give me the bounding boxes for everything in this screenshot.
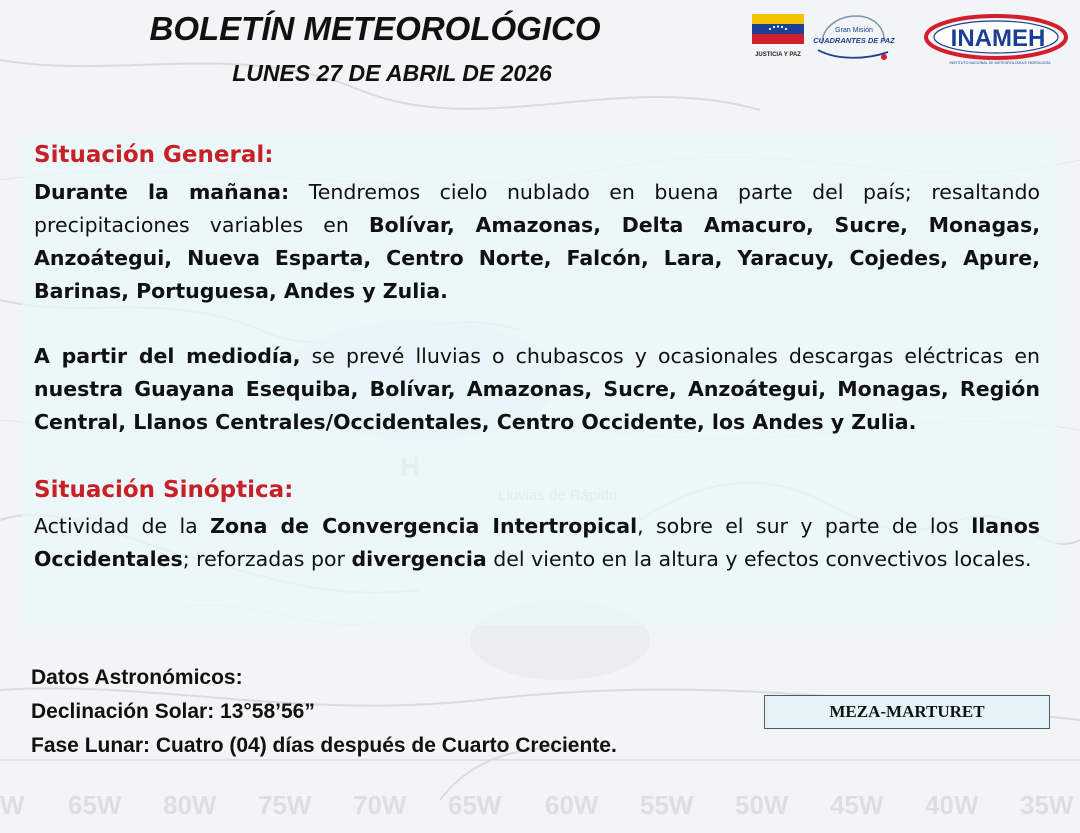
text-segment: del viento en la altura y efectos convectivos locales. [486,547,1032,571]
longitude-label: 50W [735,790,789,820]
longitude-label: 75W [258,790,312,820]
bulletin-title: BOLETÍN METEOROLÓGICO [149,10,601,47]
bulletin-date: LUNES 27 DE ABRIL DE 2026 [232,60,552,86]
bold-text-segment: divergencia [351,547,487,571]
astronomy-heading: Datos Astronómicos: [31,666,243,689]
mision-line1: Gran Misión [835,27,873,34]
bold-text-segment: llanos Occidentales [34,514,1040,571]
situacion-general-heading: Situación General: [34,142,274,168]
text-segment: , sobre el sur y parte de los [637,514,972,538]
longitude-label: 40W [925,790,979,820]
mision-line2: CUADRANTES DE PAZ [813,36,895,45]
inameh-name: INAMEH [950,25,1046,52]
text-segment: Actividad de la [34,514,211,538]
bold-text-segment: nuestra Guayana Esequiba, Bolívar, Amazonas, Sucre, Anzoátegui, Monagas, Región Central, Llanos Centrales/Occidentales, Centro Occidente, los Andes y Zulia. [34,377,1040,434]
bold-text-segment: A partir del mediodía, [34,344,301,368]
flag-caption: JUSTICIA Y PAZ [755,52,801,58]
longitude-label: 70W [353,790,407,820]
moon-phase: Fase Lunar: Cuatro (04) días después de Cuarto Creciente. [31,734,617,757]
situacion-sinoptica-paragraph [34,510,1040,576]
text-segment: ; reforzadas por [182,547,352,571]
cuadrantes-de-paz-logo [813,16,895,60]
longitude-label: 35W [1020,790,1074,820]
longitude-label: 65W [68,790,122,820]
longitude-label: 45W [830,790,884,820]
longitude-label: 80W [163,790,217,820]
bold-text-segment: Zona de Convergencia Intertropical [210,514,638,538]
situacion-general-morning-paragraph [34,176,1040,308]
longitude-label: W [0,790,25,820]
venezuela-flag-logo [752,14,804,58]
logos-group [744,10,1074,70]
longitude-labels [0,790,1080,830]
text-segment: se prevé lluvias o chubascos y ocasionales descargas eléctricas en [300,344,1040,368]
inameh-subtitle: INSTITUTO NACIONAL DE METEOROLOGÍA E HIDROLOGÍA [949,61,1051,65]
astronomy-block [31,661,617,763]
author-box: MEZA-MARTURET [764,695,1050,729]
longitude-label: 55W [640,790,694,820]
longitude-label: 65W [448,790,502,820]
situacion-sinoptica-heading: Situación Sinóptica: [34,477,294,503]
longitude-label: 60W [545,790,599,820]
text-segment: Tendremos cielo nublado en buena parte del país; resaltando precipitaciones variables en [34,180,1041,237]
situacion-general-afternoon-paragraph [34,340,1040,439]
bold-text-segment: Bolívar, Amazonas, Delta Amacuro, Sucre, Monagas, Anzoátegui, Nueva Esparta, Centro Norte, Falcón, Lara, Yaracuy, Cojedes, Apure, Barinas, Portuguesa, Andes y Zulia. [34,213,1040,303]
solar-declination: Declinación Solar: 13°58’56” [31,700,315,723]
bold-text-segment: Durante la mañana: [34,180,290,204]
inameh-logo [926,16,1066,65]
